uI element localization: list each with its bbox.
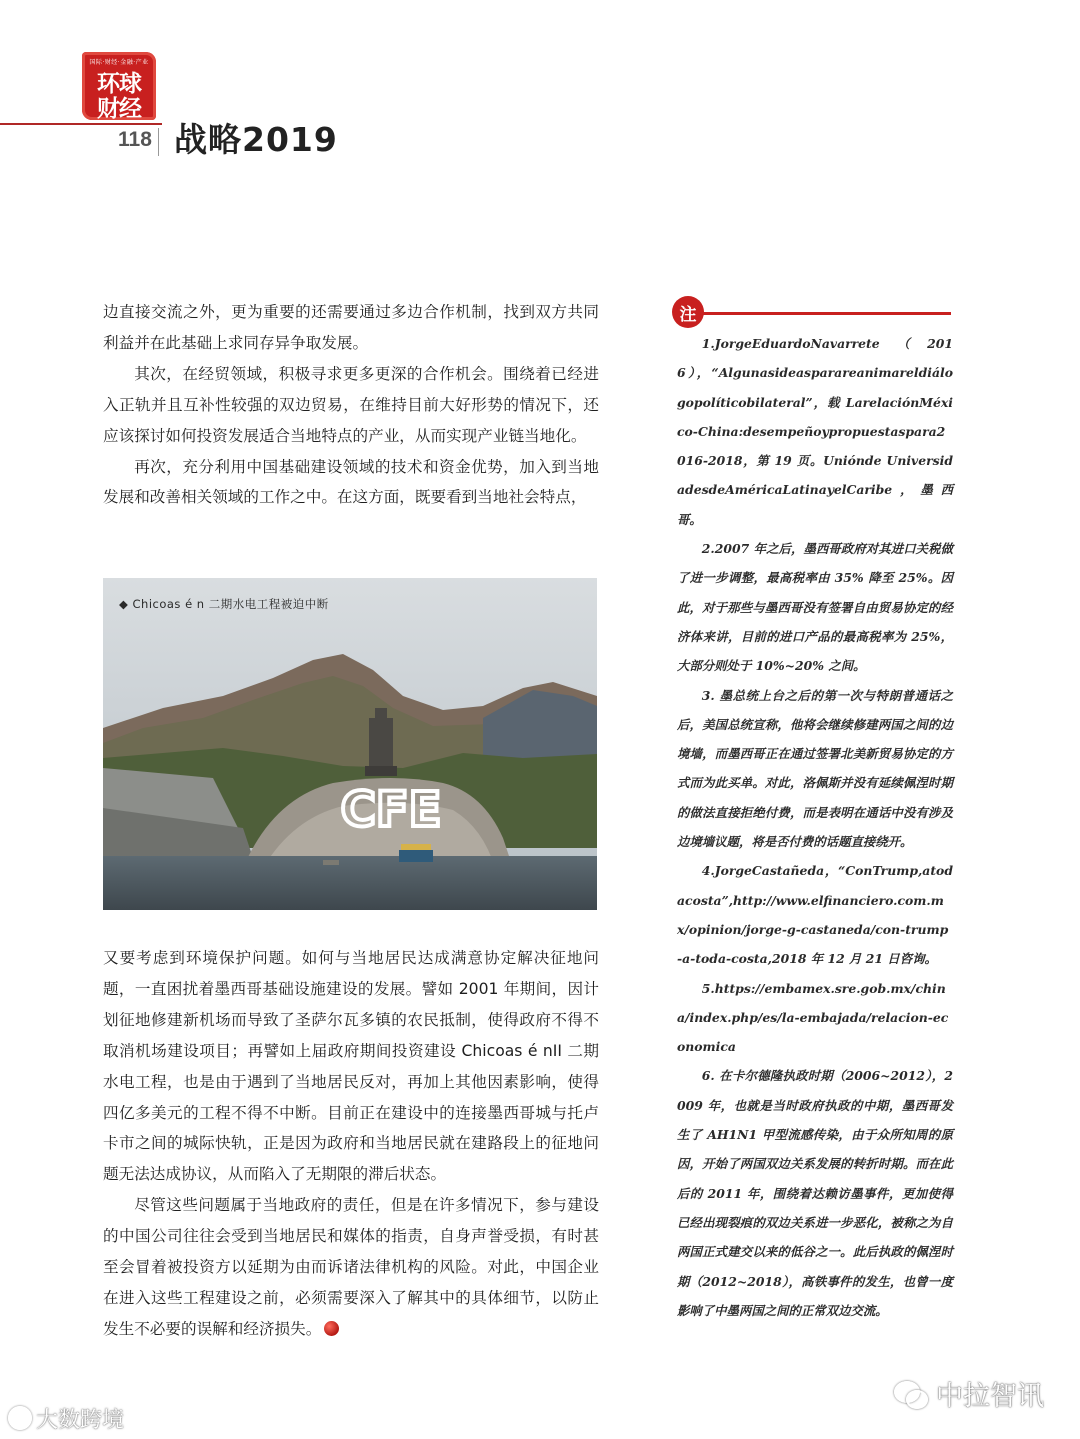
photo-caption: ◆ Chicoas é n 二期水电工程被迫中断 [119,597,329,611]
note-item: 1.JorgeEduardoNavarrete（2016），“Algunasideasparareanimareldiálogopolíticobilateral”，载 LarelaciónMéxico-China:desempeñoypropuestaspara2016-2018，第 19 页。Uniónde UniversidadesdeAméricaLatinayelCaribe，墨西哥。 [677,336,953,527]
watermark-left [8,1403,124,1434]
watermark-right-text: 中拉智讯 [936,1381,1044,1412]
note-item: 6. 在卡尔德隆执政时期（2006~2012），2009 年，也就是当时政府执政的中期，墨西哥发生了 AH1N1 甲型流感传染，由于众所知周的原因，开始了两国双边关系发展的转折时期。而在此后的 2011 年，围绕着达赖访墨事件，更加使得已经出现裂痕的双边关系进一步恶化，被称之为自两国正式建交以来的低谷之一。此后执政的佩涅时期（2012~2018），高铁事件的发生，也曾一度影响了中墨两国之间的正常双边交流。 [677,1068,953,1318]
header-rule [0,123,162,125]
note-item: 4.JorgeCastañeda，“ConTrump,atodacosta”,http://www.elfinanciero.com.mx/opinion/jorge-g-castaneda/con-trump-a-toda-costa,2018 年 12 月 21 日咨询。 [677,863,953,967]
logo-text-line2: 财经 [97,96,141,122]
cfe-sign: CFE [340,782,442,838]
dam-photo [103,578,597,910]
wechat-icon [894,1381,928,1409]
body-text-top [103,297,599,513]
header-divider [158,128,159,156]
note-item: 3. 墨总统上台之后的第一次与特朗普通话之后，美国总统宣称，他将会继续修建两国之间的边境墙，而墨西哥正在通过签署北美新贸易协定的方式而为此买单。对此，洛佩斯并没有延续佩涅时期的做法直接拒绝付费，而是表明在通话中没有涉及边境墙议题，将是否付费的话题直接绕开。 [677,687,953,850]
notes-column [677,329,953,1325]
magazine-logo [82,52,156,120]
notes-rule [675,312,951,315]
paragraph: 再次，充分利用中国基础建设领域的技术和资金优势，加入到当地发展和改善相关领域的工作之中。在这方面，既要看到当地社会特点， [103,457,599,507]
section-title: 战略2019 [174,120,338,159]
note-item: 2.2007 年之后，墨西哥政府对其进口关税做了进一步调整，最高税率由 35% 降至 25%。因此，对于那些与墨西哥没有签署自由贸易协定的经济体来讲，目前的进口产品的最高税率为 25%，大部分则处于 10%~20% 之间。 [677,541,953,674]
watermark-right [894,1374,1044,1413]
watermark-logo-icon [8,1406,32,1430]
logo-tagline: 国际·财经·金融·产业 [89,59,149,66]
article-end-icon [324,1321,339,1336]
watermark-left-text: 大数跨境 [36,1408,125,1433]
logo-text-line1: 环球 [97,71,141,97]
paragraph-text: 尽管这些问题属于当地政府的责任，但是在许多情况下，参与建设的中国公司往往会受到当地居民和媒体的指责，自身声誉受损，有时甚至会冒着被投资方以延期为由而诉诸法律机构的风险。对此，中国企业在进入这些工程建设之前，必须需要深入了解其中的具体细节，以防止发生不必要的误解和经济损失。 [103,1196,599,1338]
paragraph: 边直接交流之外，更为重要的还需要通过多边合作机制，找到双方共同利益并在此基础上求同存异争取发展。 [103,303,599,352]
page-number: 118 [118,128,152,151]
body-text-bottom [103,943,599,1345]
photo-illustration [103,578,597,910]
notes-badge: 注 [672,296,704,328]
paragraph: 又要考虑到环境保护问题。如何与当地居民达成满意协定解决征地问题，一直困扰着墨西哥基础设施建设的发展。譬如 2001 年期间，因计划征地修建新机场而导致了圣萨尔瓦多镇的农民抵制，使得政府不得不取消机场建设项目；再譬如上届政府期间投资建设 Chicoas é nII 二期水电工程，也是由于遇到了当地居民反对，再加上其他因素影响，使得四亿多美元的工程不得不中断。目前正在建设中的连接墨西哥城与托卢卡市之间的城际快轨，正是因为政府和当地居民就在建路段上的征地问题无法达成协议，从而陷入了无期限的滞后状态。 [103,949,599,1184]
paragraph [103,1190,599,1345]
note-item: 5.https://embamex.sre.gob.mx/china/index.php/es/la-embajada/relacion-economica [677,980,949,1055]
paragraph: 其次，在经贸领域，积极寻求更多更深的合作机会。围绕着已经进入正轨并且互补性较强的双边贸易，在维持目前大好形势的情况下，还应该探讨如何投资发展适合当地特点的产业，从而实现产业链当地化。 [103,364,599,445]
